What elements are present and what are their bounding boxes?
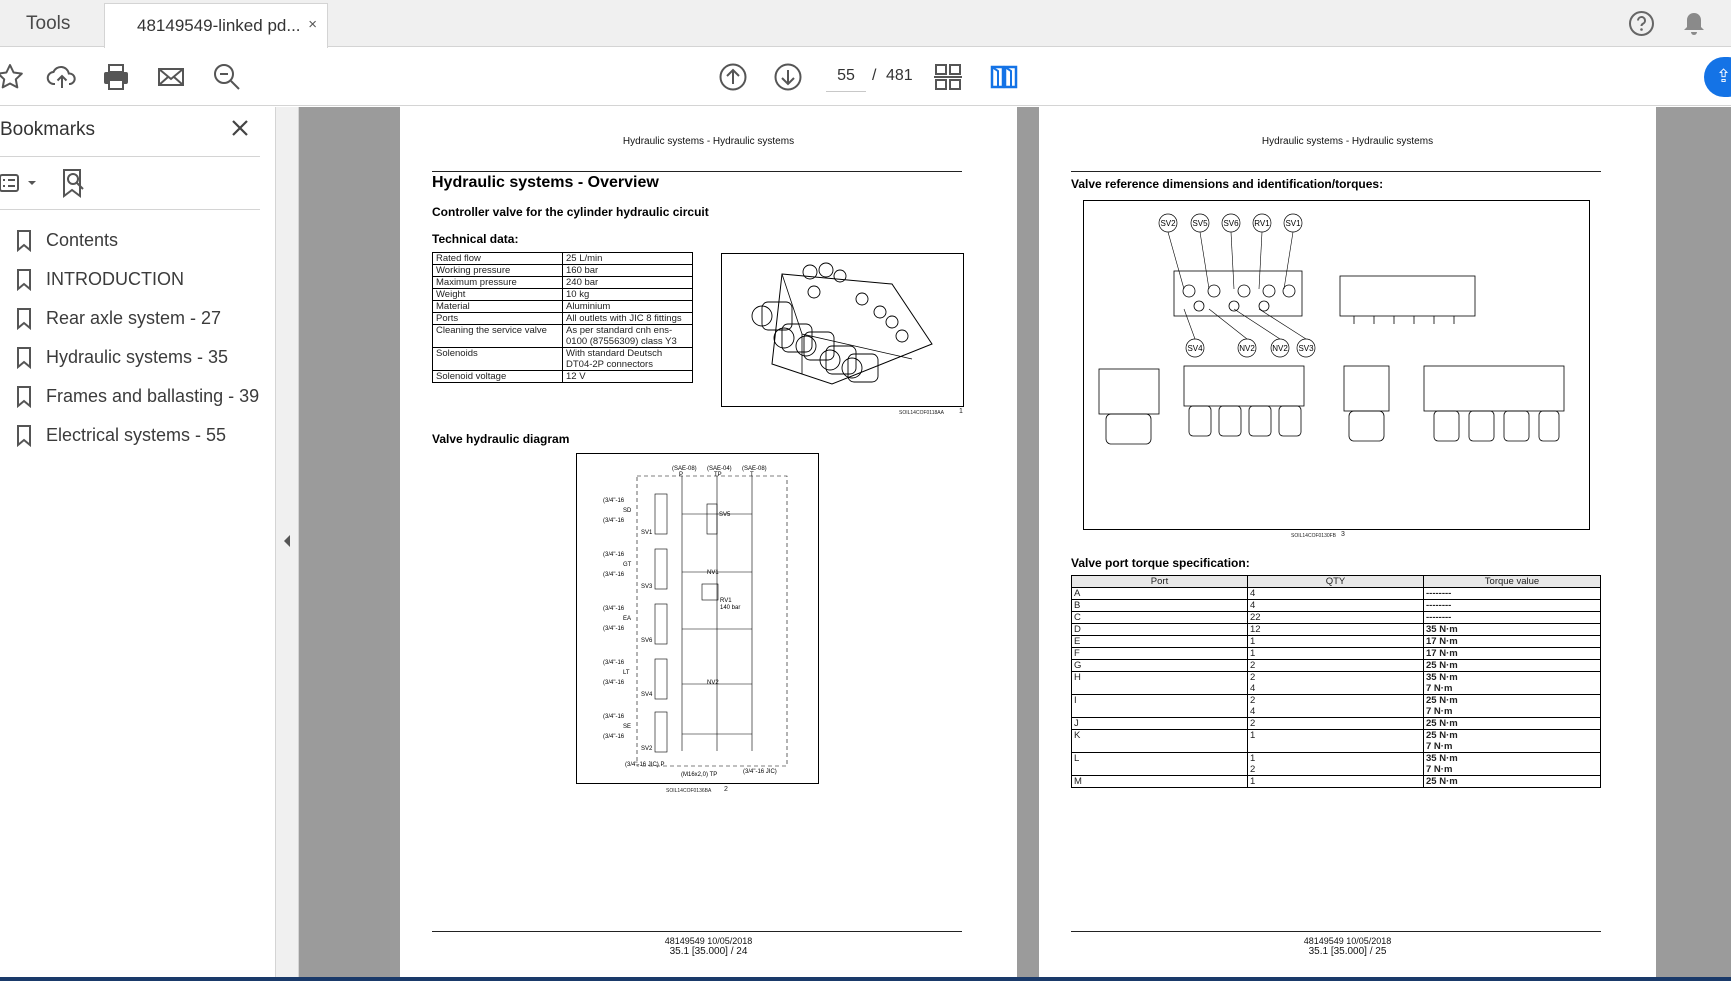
collapse-arrow-icon — [282, 533, 292, 549]
qty-value: 2 — [1250, 718, 1256, 729]
table-row — [433, 371, 693, 383]
valve-reference-drawing — [1084, 201, 1589, 529]
spec-value: 240 bar — [563, 277, 693, 289]
spec-label: Rated flow — [433, 253, 563, 265]
table-row — [433, 265, 693, 277]
pressure-label: 140 bar — [720, 605, 741, 611]
divider — [0, 209, 260, 210]
torque-cell — [1424, 695, 1601, 718]
port-label: (3/4"-16 — [603, 552, 625, 558]
spec-value: 25 L/min — [563, 253, 693, 265]
notifications-bell-icon[interactable] — [1681, 10, 1707, 38]
port-label: (3/4"-16 — [603, 572, 625, 578]
close-tab-icon[interactable]: × — [308, 16, 317, 33]
torque-heading: Valve port torque specification: — [1071, 556, 1250, 570]
torque-cell — [1424, 660, 1601, 672]
qty-value: 4 — [1250, 706, 1256, 717]
table-row — [1072, 600, 1601, 612]
qty-value: 4 — [1250, 683, 1256, 694]
port-label: (3/4"-16 — [603, 606, 625, 612]
torque-value: 17 N·m — [1426, 636, 1458, 647]
port-cell: H — [1072, 672, 1248, 695]
mail-icon[interactable] — [155, 61, 187, 93]
torque-value: -------- — [1426, 588, 1452, 599]
port-label: (3/4"-16 — [603, 498, 625, 504]
table-row — [1072, 636, 1601, 648]
table-header-row — [1072, 576, 1601, 588]
column-header: QTY — [1248, 576, 1424, 588]
spec-value: 160 bar — [563, 265, 693, 277]
port-label: (3/4"-16 — [603, 734, 625, 740]
qty-value: 2 — [1250, 764, 1256, 775]
footer-page-number: 35.1 [35.000] / 24 — [669, 946, 748, 957]
rv1-label: RV1 — [720, 598, 732, 604]
torque-value: -------- — [1426, 600, 1452, 611]
tab-document-label: 48149549-linked pd... — [137, 16, 301, 35]
torque-cell — [1424, 588, 1601, 600]
add-bookmark-icon[interactable] — [60, 167, 90, 199]
sv4-label: SV4 — [641, 692, 653, 698]
port-cell: M — [1072, 776, 1248, 788]
figure-caption: SOIL14COF0130FB — [1291, 533, 1337, 539]
running-head: Hydraulic systems - Hydraulic systems — [622, 136, 795, 147]
two-page-view-icon[interactable] — [988, 61, 1020, 93]
sae08-label-2: (SAE-08) — [742, 466, 767, 472]
tech-data-heading: Technical data: — [432, 232, 519, 246]
spec-label: Weight — [433, 289, 563, 301]
sv2-label: SV2 — [641, 746, 653, 752]
port-label: (3/4"-16 — [603, 714, 625, 720]
callout-leader — [1259, 309, 1306, 339]
tab-tools[interactable]: Tools — [26, 12, 71, 34]
figure-caption: SOIL14COF0118AA — [899, 410, 944, 416]
port-cell: D — [1072, 624, 1248, 636]
hydraulic-diagram — [576, 453, 819, 784]
bookmarks-title: Bookmarks — [0, 119, 96, 140]
spec-label: Solenoids — [433, 348, 563, 371]
torque-cell — [1424, 648, 1601, 660]
page-total: 481 — [886, 67, 913, 84]
callout-leader — [1184, 309, 1195, 339]
spec-label: Maximum pressure — [433, 277, 563, 289]
footer-doc-id: 48149549 10/05/2018 — [664, 936, 753, 946]
table-row — [433, 313, 693, 325]
spec-label: Solenoid voltage — [433, 371, 563, 383]
share-icon: ⇪ — [1716, 66, 1731, 86]
help-icon[interactable] — [1628, 10, 1655, 37]
port-cell: G — [1072, 660, 1248, 672]
bookmark-label: Rear axle system - 27 — [46, 308, 222, 328]
qty-cell — [1248, 600, 1424, 612]
spec-label: Material — [433, 301, 563, 313]
page-separator: / — [872, 67, 877, 84]
se-label: SE — [623, 724, 632, 730]
bookmark-label: INTRODUCTION — [46, 269, 184, 289]
sae08-label-1: (SAE-08) — [672, 466, 697, 472]
header-rule — [1071, 171, 1601, 172]
qty-cell — [1248, 695, 1424, 718]
torque-cell — [1424, 624, 1601, 636]
torque-value: 7 N·m — [1426, 706, 1453, 717]
spec-value: 10 kg — [563, 289, 693, 301]
torque-cell — [1424, 718, 1601, 730]
divider — [0, 156, 260, 157]
torque-specification-table — [1071, 575, 1601, 788]
callout-label: SV5 — [1192, 219, 1208, 228]
torque-cell — [1424, 612, 1601, 624]
qty-cell — [1248, 730, 1424, 753]
callout-label: NV2 — [1239, 344, 1255, 353]
footer-rule — [1071, 931, 1601, 932]
reference-heading: Valve reference dimensions and identification/torques: — [1071, 177, 1384, 191]
callout-label: RV1 — [1254, 219, 1270, 228]
qty-value: 22 — [1250, 612, 1261, 623]
qty-cell — [1248, 672, 1424, 695]
port-cell: A — [1072, 588, 1248, 600]
qty-value: 4 — [1250, 600, 1256, 611]
callout-label: SV6 — [1223, 219, 1239, 228]
callout-label: SV1 — [1285, 219, 1301, 228]
document-page-left — [400, 107, 1017, 981]
callout-label: SV2 — [1160, 219, 1176, 228]
table-row — [1072, 588, 1601, 600]
qty-cell — [1248, 753, 1424, 776]
sv3-label: SV3 — [641, 584, 653, 590]
bookmark-item[interactable] — [0, 338, 276, 377]
bookmark-item[interactable] — [0, 299, 276, 338]
table-row — [1072, 624, 1601, 636]
nv2-label: NV2 — [707, 680, 719, 686]
diagram-heading: Valve hydraulic diagram — [432, 432, 570, 446]
callout-leader — [1200, 232, 1209, 289]
torque-value: 25 N·m — [1426, 660, 1458, 671]
table-row — [433, 277, 693, 289]
qty-cell — [1248, 776, 1424, 788]
tab-bar — [0, 0, 1731, 47]
bookmark-item[interactable] — [0, 377, 276, 416]
table-row — [1072, 660, 1601, 672]
footer-rule — [432, 931, 962, 932]
bookmark-item[interactable] — [0, 416, 276, 455]
hydraulic-schematic — [577, 454, 818, 783]
bookmark-label: Frames and ballasting - 39 — [46, 386, 260, 406]
document-viewport[interactable] — [299, 107, 1731, 981]
torque-value: 25 N·m — [1426, 695, 1458, 706]
figure-number: 1 — [959, 408, 963, 415]
previous-page-icon[interactable] — [717, 61, 749, 93]
spec-label: Working pressure — [433, 265, 563, 277]
callout-leader — [1259, 232, 1262, 289]
torque-value: 7 N·m — [1426, 741, 1453, 752]
spec-label: Cleaning the service valve — [433, 325, 563, 348]
bookmark-list — [0, 221, 276, 455]
figure-number: 3 — [1341, 531, 1345, 538]
running-head: Hydraulic systems - Hydraulic systems — [1261, 136, 1434, 147]
qty-cell — [1248, 718, 1424, 730]
bookmark-icon — [16, 386, 32, 408]
qty-value: 4 — [1250, 588, 1256, 599]
torque-value: 35 N·m — [1426, 672, 1458, 683]
sd-label: SD — [623, 508, 632, 514]
bookmark-icon — [16, 308, 32, 330]
print-icon[interactable] — [100, 61, 132, 93]
port-cell: L — [1072, 753, 1248, 776]
port-t-label: T — [750, 472, 754, 478]
torque-cell — [1424, 776, 1601, 788]
spec-value: As per standard cnh ens-0100 (87556309) class Y3 — [563, 325, 693, 348]
spec-value: 12 V — [563, 371, 693, 383]
qty-value: 1 — [1250, 776, 1256, 787]
bottom-port-t-label: (3/4"-16 JIC) — [743, 769, 777, 775]
bookmark-icon — [16, 347, 32, 369]
callout-leader — [1168, 232, 1184, 289]
table-row — [433, 325, 693, 348]
qty-value: 1 — [1250, 730, 1256, 741]
qty-value: 1 — [1250, 753, 1256, 764]
taskbar-strip — [0, 977, 1731, 981]
port-label: (3/4"-16 — [603, 626, 625, 632]
gt-label: GT — [623, 562, 632, 568]
figure-caption: SOIL14COF0136BA — [666, 788, 712, 794]
torque-value: 7 N·m — [1426, 683, 1453, 694]
torque-cell — [1424, 753, 1601, 776]
callout-leader — [1284, 232, 1293, 289]
bookmark-icon — [16, 269, 32, 291]
bookmark-icon — [16, 230, 32, 252]
panel-collapse-handle[interactable] — [276, 107, 299, 981]
table-row — [433, 301, 693, 313]
scroll-mode-icon[interactable] — [932, 61, 964, 93]
header-rule — [432, 171, 962, 172]
valve-block-illustration — [721, 253, 964, 407]
bottom-port-tp-label: (M16x2,0) TP — [681, 772, 718, 778]
table-row — [1072, 612, 1601, 624]
section-subtitle: Controller valve for the cylinder hydraulic circuit — [432, 205, 709, 219]
table-row — [1072, 753, 1601, 776]
bookmark-label: Hydraulic systems - 35 — [46, 347, 229, 367]
spec-label: Ports — [433, 313, 563, 325]
document-page-right — [1039, 107, 1656, 981]
zoom-search-icon[interactable] — [211, 61, 243, 93]
table-row — [433, 289, 693, 301]
port-cell: F — [1072, 648, 1248, 660]
ea-label: EA — [623, 616, 632, 622]
port-label: (3/4"-16 — [603, 660, 625, 666]
sv5-label: SV5 — [719, 512, 731, 518]
footer-page-number: 35.1 [35.000] / 25 — [1308, 946, 1387, 957]
torque-cell — [1424, 600, 1601, 612]
table-row — [1072, 718, 1601, 730]
bookmark-icon — [16, 425, 32, 447]
valve-block-drawing — [722, 254, 963, 406]
qty-value: 2 — [1250, 660, 1256, 671]
spec-value: With standard Deutsch DT04-2P connectors — [563, 348, 693, 371]
qty-cell — [1248, 612, 1424, 624]
valve-reference-figure — [1083, 200, 1590, 530]
torque-cell — [1424, 730, 1601, 753]
spec-value: All outlets with JIC 8 fittings — [563, 313, 693, 325]
nv1-label: NV1 — [707, 570, 719, 576]
port-cell: K — [1072, 730, 1248, 753]
next-page-icon[interactable] — [772, 61, 804, 93]
torque-value: 25 N·m — [1426, 718, 1458, 729]
column-header: Torque value — [1424, 576, 1601, 588]
page-number-input[interactable] — [826, 60, 866, 92]
spec-value: Aluminium — [563, 301, 693, 313]
torque-value: 35 N·m — [1426, 624, 1458, 635]
tab-document[interactable] — [104, 3, 328, 48]
callout-label: SV3 — [1298, 344, 1314, 353]
torque-value: 25 N·m — [1426, 730, 1458, 741]
footer-doc-id: 48149549 10/05/2018 — [1303, 936, 1392, 946]
callout-label: NV2 — [1272, 344, 1288, 353]
share-button[interactable] — [1704, 57, 1731, 97]
table-row — [1072, 648, 1601, 660]
qty-value: 2 — [1250, 695, 1256, 706]
port-label: (3/4"-16 — [603, 680, 625, 686]
cloud-upload-icon[interactable] — [46, 61, 78, 93]
table-row — [1072, 695, 1601, 718]
close-panel-icon[interactable] — [229, 117, 251, 139]
sv6-label: SV6 — [641, 638, 653, 644]
qty-cell — [1248, 636, 1424, 648]
sae04-label: (SAE-04) — [707, 466, 732, 472]
table-row — [433, 348, 693, 371]
torque-value: 17 N·m — [1426, 648, 1458, 659]
qty-cell — [1248, 660, 1424, 672]
star-icon[interactable] — [0, 61, 26, 93]
torque-value: 25 N·m — [1426, 776, 1458, 787]
torque-cell — [1424, 636, 1601, 648]
bookmark-label: Contents — [46, 230, 119, 250]
section-title: Hydraulic systems - Overview — [432, 174, 659, 191]
port-tp-label: TP — [714, 472, 722, 478]
bookmark-label: Electrical systems - 55 — [46, 425, 227, 445]
qty-cell — [1248, 588, 1424, 600]
table-row — [433, 253, 693, 265]
port-cell: E — [1072, 636, 1248, 648]
port-cell: B — [1072, 600, 1248, 612]
port-cell: I — [1072, 695, 1248, 718]
torque-value: -------- — [1426, 612, 1452, 623]
qty-value: 1 — [1250, 648, 1256, 659]
qty-value: 12 — [1250, 624, 1261, 635]
port-cell: J — [1072, 718, 1248, 730]
port-p-label: P — [679, 472, 684, 478]
bookmark-options-icon[interactable] — [0, 169, 40, 197]
callout-leader — [1231, 232, 1234, 289]
bookmarks-panel — [0, 107, 276, 981]
callout-label: SV4 — [1187, 344, 1203, 353]
torque-value: 7 N·m — [1426, 764, 1453, 775]
column-header: Port — [1072, 576, 1248, 588]
bookmark-item[interactable] — [0, 221, 276, 260]
bookmark-item[interactable] — [0, 260, 276, 299]
table-row — [1072, 730, 1601, 753]
torque-value: 35 N·m — [1426, 753, 1458, 764]
qty-cell — [1248, 624, 1424, 636]
table-row — [1072, 672, 1601, 695]
figure-number: 2 — [724, 786, 728, 793]
port-cell: C — [1072, 612, 1248, 624]
qty-cell — [1248, 648, 1424, 660]
technical-data-table — [432, 252, 693, 383]
qty-value: 2 — [1250, 672, 1256, 683]
sv1-label: SV1 — [641, 530, 653, 536]
qty-value: 1 — [1250, 636, 1256, 647]
lt-label: LT — [623, 670, 630, 676]
bottom-port-p-label: (3/4"-16 JIC) P — [625, 762, 665, 768]
port-label: (3/4"-16 — [603, 518, 625, 524]
torque-cell — [1424, 672, 1601, 695]
main-toolbar — [0, 48, 1731, 106]
table-row — [1072, 776, 1601, 788]
